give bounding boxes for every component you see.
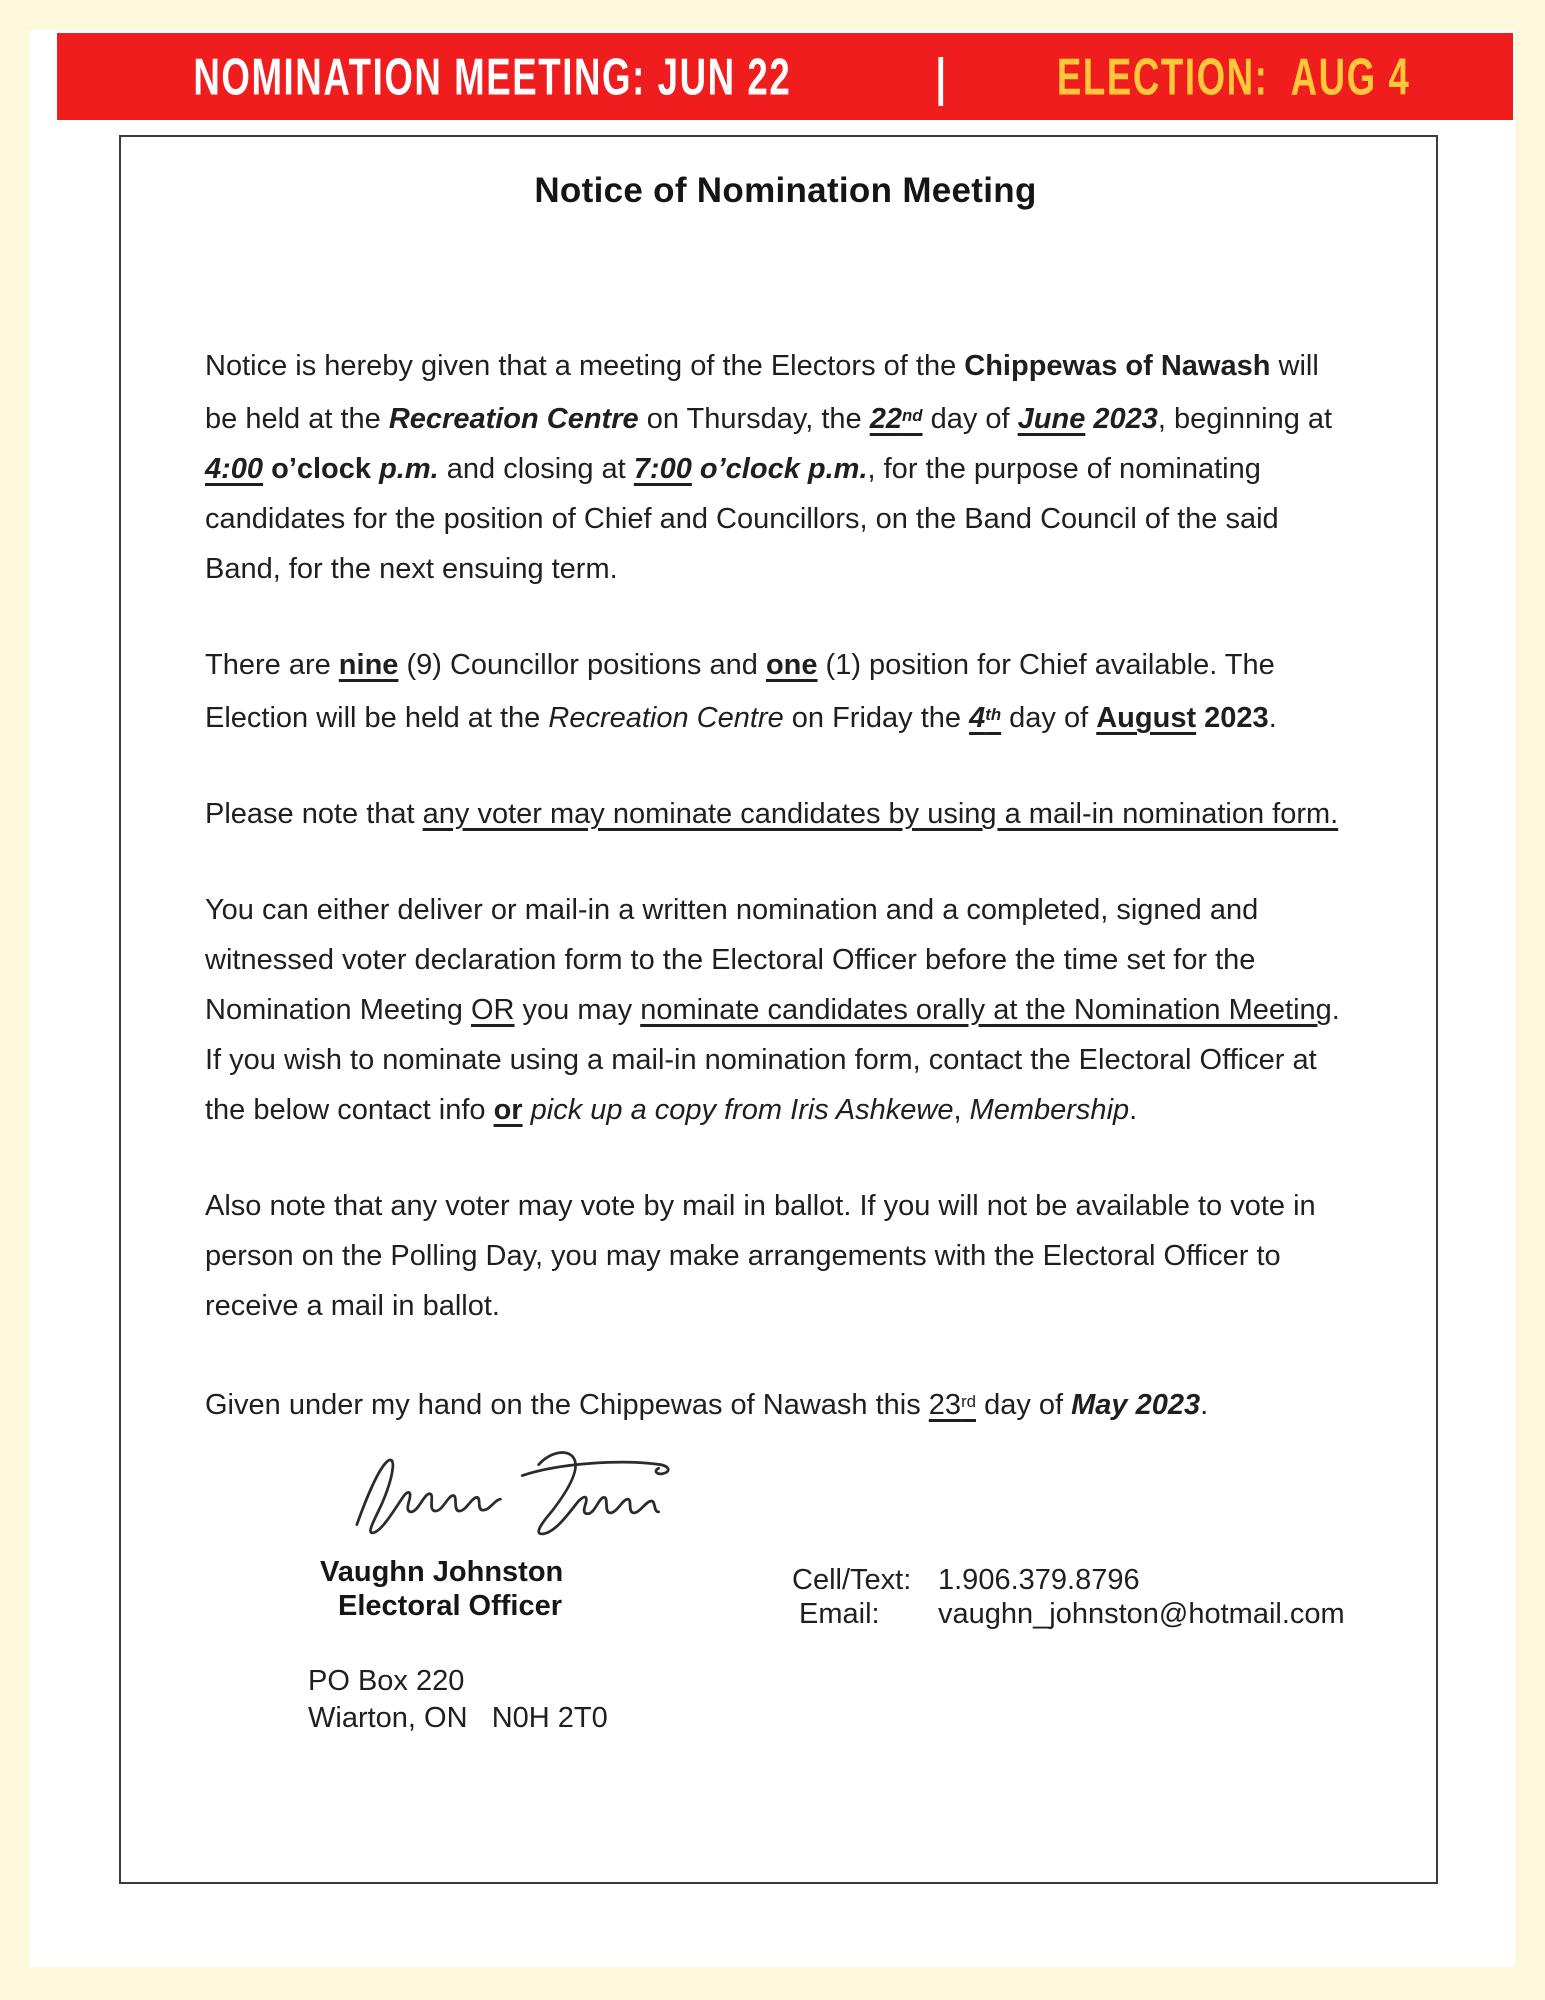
cell-label: Cell/Text: [792, 1564, 912, 1597]
address-block [308, 1663, 730, 1737]
banner-nomination-text: NOMINATION MEETING: JUN 22 [193, 47, 792, 106]
cell-value: 1.906.379.8796 [938, 1564, 1140, 1597]
signature-block [205, 1441, 1366, 1737]
signatory-title: Electoral Officer [338, 1590, 563, 1623]
top-banner [57, 33, 1513, 120]
paragraph: There are nine (9) Councillor positions and one (1) position for Chief available. The Election will be held at the Recreation Centre on Friday the 4th day of August 2023. [205, 649, 1277, 735]
email-row [792, 1597, 1345, 1631]
banner-election-text: ELECTION: AUG 4 [1057, 47, 1411, 106]
email-label: Email: [799, 1598, 880, 1631]
banner-separator: | [935, 47, 948, 106]
document-body [205, 341, 1357, 1430]
contact-info [792, 1441, 1345, 1737]
address-line-1: PO Box 220 [308, 1665, 465, 1698]
paragraph: You can either deliver or mail-in a written nomination and a completed, signed and witnessed voter declaration form to the Electoral Officer before the time set for the Nomination Meeting OR you may nominate candidates orally at the Nomination Meeting. If you wish to nominate using a mail-in nomination form, contact the Electoral Officer at the below contact info or pick up a copy from Iris Ashkewe, Membership. [205, 894, 1340, 1127]
cell-row [792, 1563, 1345, 1597]
paragraph: Notice is hereby given that a meeting of the Electors of the Chippewas of Nawash will be held at the Recreation Centre on Thursday, the 22nd day of June 2023, beginning at 4:00 o’clock p.m. and closing at 7:00 o’clock p.m., for the purpose of nominating candidates for the position of Chief and Councillors, on the Band Council of the said Band, for the next ensuing term. [205, 350, 1333, 586]
paragraph: Also note that any voter may vote by mail in ballot. If you will not be available to vote in person on the Polling Day, you may make arrangements with the Electoral Officer to receive a mail in ballot. [205, 1190, 1316, 1323]
signatory-name: Vaughn Johnston [320, 1556, 564, 1589]
signature-handwriting-icon [330, 1441, 700, 1541]
email-value: vaughn_johnston@hotmail.com [938, 1598, 1345, 1631]
address-line-2: Wiarton, ON N0H 2T0 [308, 1702, 608, 1735]
document-title: Notice of Nomination Meeting [534, 171, 1037, 210]
paragraph: Given under my hand on the Chippewas of Nawash this 23rd day of May 2023. [205, 1389, 1209, 1422]
notice-document [119, 135, 1438, 1884]
paragraph: Please note that any voter may nominate candidates by using a mail-in nomination form. [205, 798, 1339, 831]
signatory-column [290, 1441, 730, 1737]
